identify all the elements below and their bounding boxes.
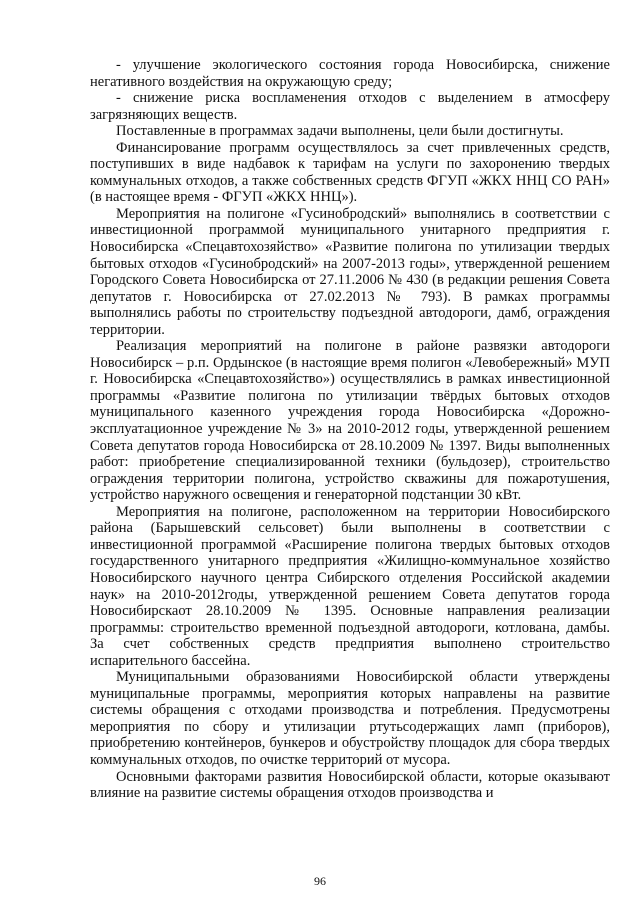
paragraph-goals: Поставленные в программах задачи выполнены, цели были достигнуты. (116, 123, 564, 140)
body-text (90, 57, 610, 802)
paragraph-financing: Финансирование программ осуществлялось за счет привлеченных средств, поступивших в виде надбавок к тарифам на услуги по захоронению твердых коммунальных отходов, а также собственных средств ФГУП «ЖКХ ННЦ СО РАН» (в настоящее время - ФГУП «ЖКХ ННЦ»). (90, 139, 610, 206)
paragraph-factors: Основными факторами развития Новосибирской области, которые оказывают влияние на развитие системы обращения отходов производства и (90, 768, 610, 802)
paragraph-bullet-ecology: - улучшение экологического состояния города Новосибирска, снижение негативного воздействия на окружающую среду; (90, 57, 610, 90)
paragraph-gusinobrodsky: Мероприятия на полигоне «Гусинобродский» выполнялись в соответствии с инвестиционной программой муниципального унитарного предприятия г. Новосибирска «Спецавтохозяйство» «Развитие полигона по утилизации твердых бытовых отходов «Гусинобродский» на 2007-2013 годы», утвержденной решением Городского Совета Новосибирска от 27.11.2006 № 430 (в редакции решения Совета депутатов г. Новосибирска от 27.02.2013 № 793). В рамках программы выполнялись работы по строительству подъездной автодороги, дамб, ограждения территории. (90, 205, 610, 338)
paragraph-novosibirsk-district: Мероприятия на полигоне, расположенном на территории Новосибирского района (Барышевский сельсовет) были выполнены в соответствии с инвестиционной программой «Расширение полигона твердых бытовых отходов государственного унитарного предприятия «Жилищно-коммунальное хозяйство Новосибирского научного центра Сибирского отделения Российской академии наук» на 2010-2012годы, утвержденной решением Совета депутатов города Новосибирскаот 28.10.2009 № 1395. Основные направления реализации программы: строительство временной подъездной автодороги, котлована, дамбы. За счет собственных средств предприятия выполнено строительство испарительного бассейна. (90, 503, 610, 669)
paragraph-bullet-fire-risk: - снижение риска воспламенения отходов с выделением в атмосферу загрязняющих веществ. (90, 90, 610, 123)
paragraph-levoberezhny: Реализация мероприятий на полигоне в районе развязки автодороги Новосибирск – р.п. Ордынское (в настоящие время полигон «Левобережный» МУП г. Новосибирска «Спецавтохозяйство») осуществлялись в рамках инвестиционной программы «Развитие полигона по утилизации твёрдых бытовых отходов муниципального казенного учреждения города Новосибирска «Дорожно-эксплуатационное учреждение № 3» на 2010-2012 годы, утвержденной решением Совета депутатов города Новосибирска от 28.10.2009 № 1397. Виды выполненных работ: приобретение специализированной техники (бульдозер), строительство ограждения территории полигона, устройство скважины для пожаротушения, устройство наружного освещения и генераторной подстанции 30 кВт. (90, 338, 610, 504)
page-number: 96 (314, 874, 326, 888)
paragraph-municipal-programs: Муниципальными образованиями Новосибирской области утверждены муниципальные программы, мероприятия которых направлены на развитие системы обращения с отходами производства и потребления. Предусмотрены мероприятия по сбору и утилизации ртутьсодержащих ламп (приборов), приобретению контейнеров, бункеров и обустройству площадок для сбора твердых коммунальных отходов, по очистке территорий от мусора. (90, 669, 610, 768)
